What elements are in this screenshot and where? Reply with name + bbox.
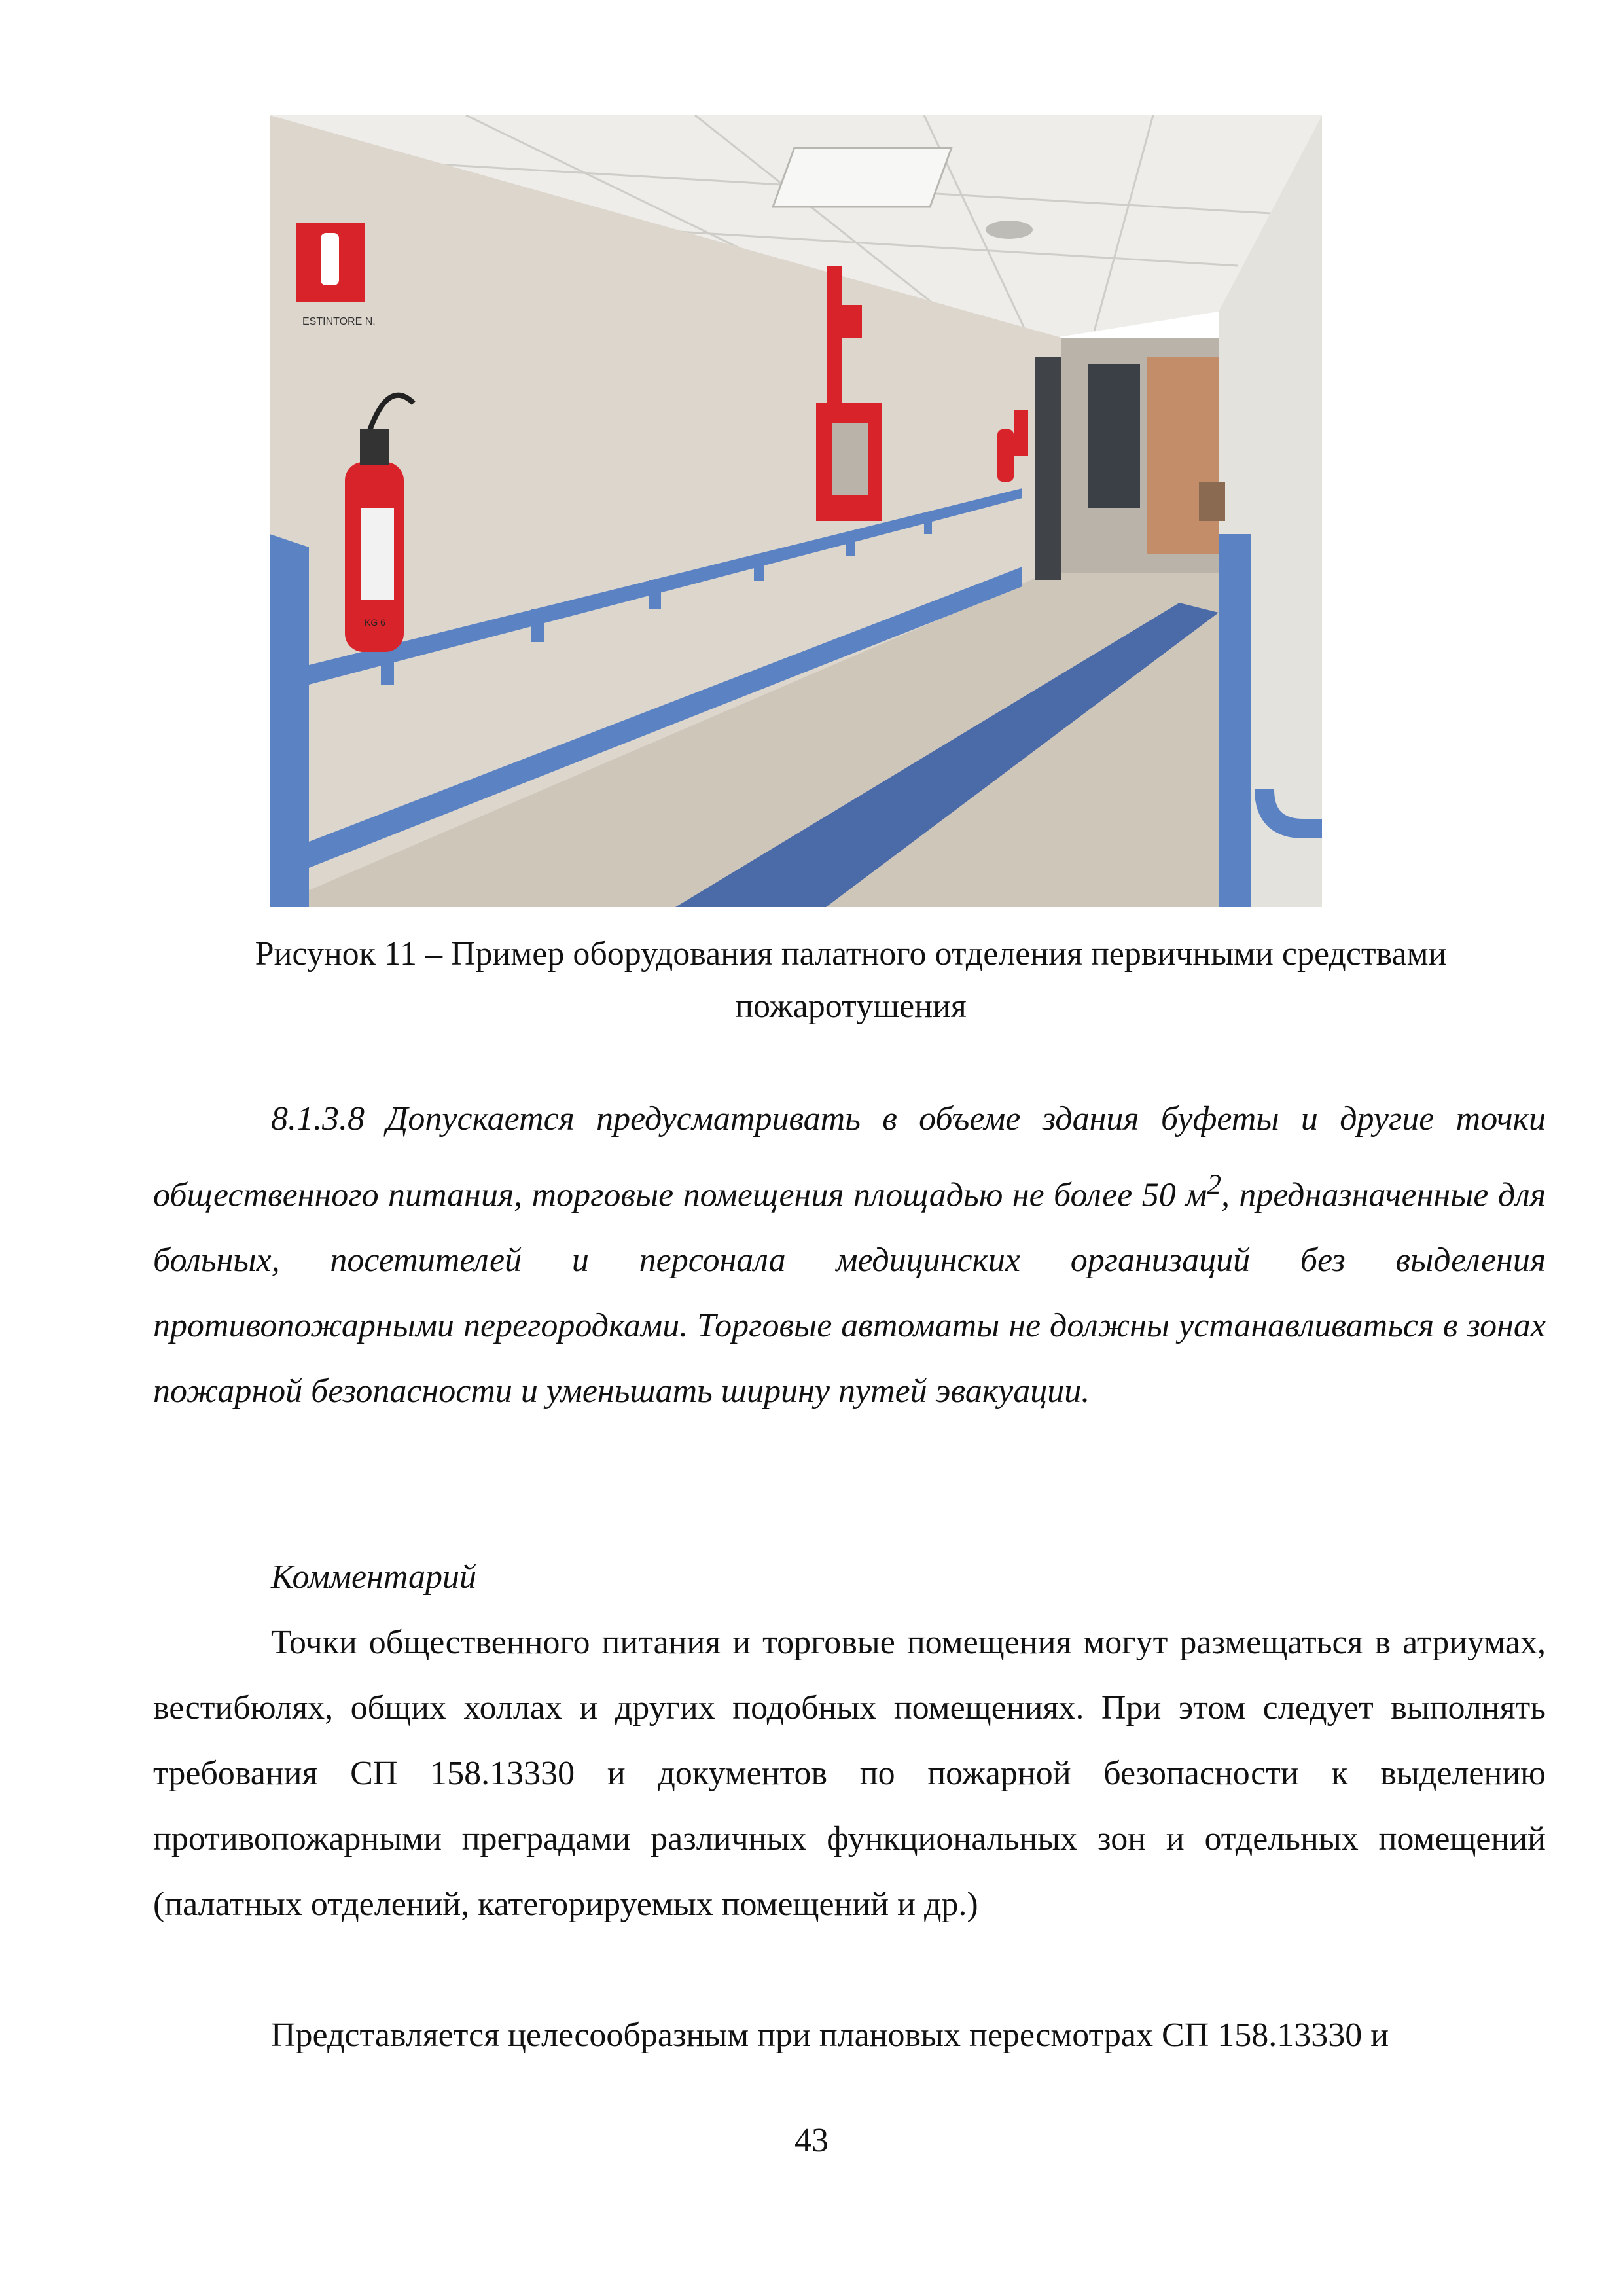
extinguisher-label-text: KG 6	[365, 617, 385, 628]
rule-superscript: 2	[1207, 1169, 1221, 1200]
rule-text-2: , предназначенные для больных, посетителей и персонала медицинских организаций без выделения противопожарными перегородками. Торговые автоматы не должны устанавливаться в зонах пожарной безопасности и уменьшать ширину путей эвакуации.	[153, 1176, 1546, 1410]
comment-heading: Комментарий	[271, 1558, 477, 1596]
caption-line-1: Рисунок 11 – Пример оборудования палатного отделения первичными средствами	[255, 935, 1447, 973]
comment-text-2: Представляется целесообразным при плановых пересмотрах СП 158.13330 и	[271, 2017, 1389, 2054]
corridor-illustration	[270, 115, 1322, 907]
comment-text-1: Точки общественного питания и торговые помещения могут размещаться в атриумах, вестибюлях, общих холлах и других подобных помещениях. При этом следует выполнять требования СП 158.13330 и документов по пожарной безопасности к выделению противопожарными преградами различных функциональных зон и отдельных помещений (палатных отделений, категорируемых помещений и др.)	[153, 1624, 1546, 1923]
rule-text-1: 8.1.3.8 Допускается предусматривать в объеме здания буфеты и другие точки общественного питания, торговые помещения площадью не более 50 м	[153, 1100, 1546, 1214]
caption-line-2: пожаротушения	[735, 988, 967, 1025]
figure-caption	[151, 928, 1551, 1033]
comment-paragraph-1	[153, 1610, 1546, 1937]
extinguisher-sign-text: ESTINTORE N.	[302, 316, 376, 327]
comment-paragraph-2	[153, 2003, 1546, 2068]
page-number: 43	[794, 2122, 829, 2159]
rule-paragraph	[153, 1086, 1546, 1424]
corridor-photo	[270, 115, 1322, 907]
